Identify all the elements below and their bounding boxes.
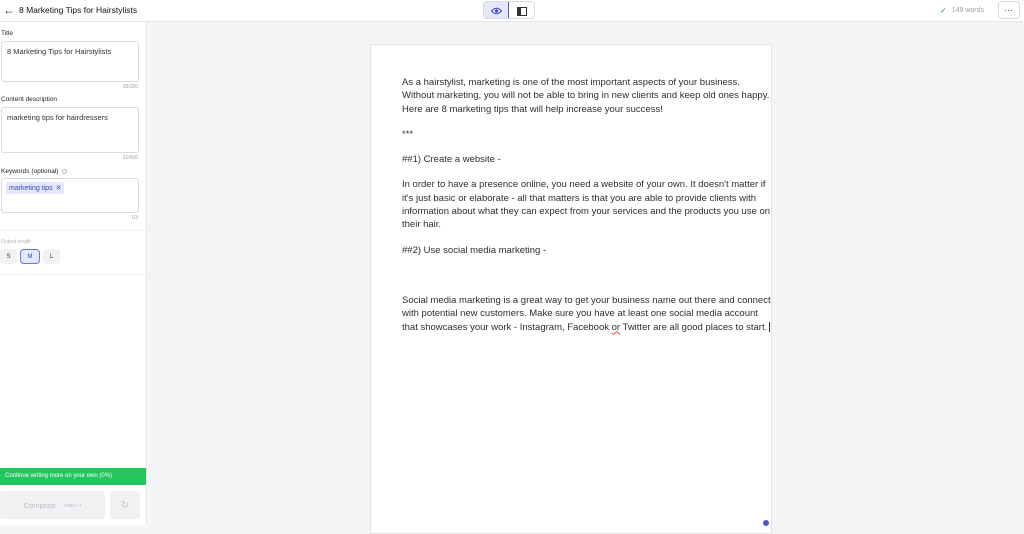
divider	[0, 274, 146, 275]
top-bar	[0, 0, 1024, 22]
size-s-button[interactable]: S	[0, 249, 17, 264]
size-m-button[interactable]: M	[20, 249, 40, 264]
divider	[0, 230, 146, 231]
keywords-label-text: Keywords (optional)	[1, 168, 59, 175]
separator-text: ***	[402, 128, 414, 140]
view-toggle	[483, 1, 535, 19]
compose-label: Compose	[23, 500, 56, 510]
compose-shortcut: CMD + J	[63, 502, 82, 508]
check-icon: ✓	[940, 6, 947, 15]
description-input[interactable]: marketing tips for hairdressers	[1, 107, 139, 153]
intro-paragraph: As a hairstylist, marketing is one of the most important aspects of your business. Without marketing, you will not be able to bring in new clients and keep old ones happy. Here are 8 marketing tips that will help increase your success!	[402, 77, 770, 115]
text-cursor	[769, 322, 770, 332]
compose-button[interactable]	[0, 491, 105, 519]
keyword-chip	[6, 182, 64, 194]
split-layout-button[interactable]	[509, 2, 534, 19]
keywords-label	[1, 168, 67, 175]
sidebar	[0, 22, 147, 525]
title-counter: 33/150	[122, 84, 138, 90]
title-label: Title	[1, 30, 14, 37]
title-input[interactable]: 8 Marketing Tips for Hairstylists	[1, 41, 139, 82]
website-paragraph: In order to have a presence online, you need a website of your own. It doesn't matter if it's just basic or elaborate - all that matters is that you are able to provide clients with information about what they can expect from your services and the products you use on their hair.	[402, 179, 771, 231]
eye-icon	[491, 7, 502, 15]
output-length-selector	[0, 249, 60, 264]
keywords-counter: 1/3	[131, 215, 138, 221]
description-label: Content description	[1, 96, 58, 103]
heading-1: ##1) Create a website -	[402, 154, 501, 166]
heading-2: ##2) Use social media marketing -	[402, 244, 547, 256]
size-l-button[interactable]: L	[43, 249, 60, 264]
word-count	[940, 6, 984, 15]
description-counter: 31/600	[122, 155, 138, 161]
assistant-bubble-icon[interactable]	[763, 520, 769, 526]
social-paragraph	[402, 294, 772, 334]
refresh-icon: ↻	[120, 499, 130, 511]
ellipsis-icon: ⋯	[1004, 4, 1014, 15]
back-arrow-icon[interactable]: ←	[3, 3, 15, 17]
editor-page[interactable]	[370, 44, 772, 534]
more-options-button[interactable]	[998, 1, 1020, 19]
misspelled-word[interactable]: or	[611, 321, 621, 333]
preview-button[interactable]	[484, 2, 509, 19]
output-length-label: Output length	[1, 239, 32, 245]
remove-keyword-icon[interactable]: ✕	[55, 185, 62, 192]
regenerate-button[interactable]	[110, 491, 140, 519]
word-count-label: 149 words	[951, 7, 984, 14]
keyword-chip-label: marketing tips	[9, 184, 53, 192]
document-title: 8 Marketing Tips for Hairstylists	[19, 5, 138, 15]
continue-writing-banner[interactable]: Continue writing more on your own (0%)	[0, 468, 146, 485]
sidebar-layout-icon	[517, 7, 527, 16]
social-text-end: Twitter are all good places to start.	[620, 321, 768, 333]
info-icon[interactable]	[62, 169, 67, 174]
social-text-start: Social media marketing is a great way to get your business name out there and connect with potential new customers. Make sure you have at least one social media account that showcases your work - Instagram, Facebook	[402, 294, 771, 333]
keywords-input[interactable]	[1, 178, 139, 213]
editor-content[interactable]	[402, 76, 772, 334]
